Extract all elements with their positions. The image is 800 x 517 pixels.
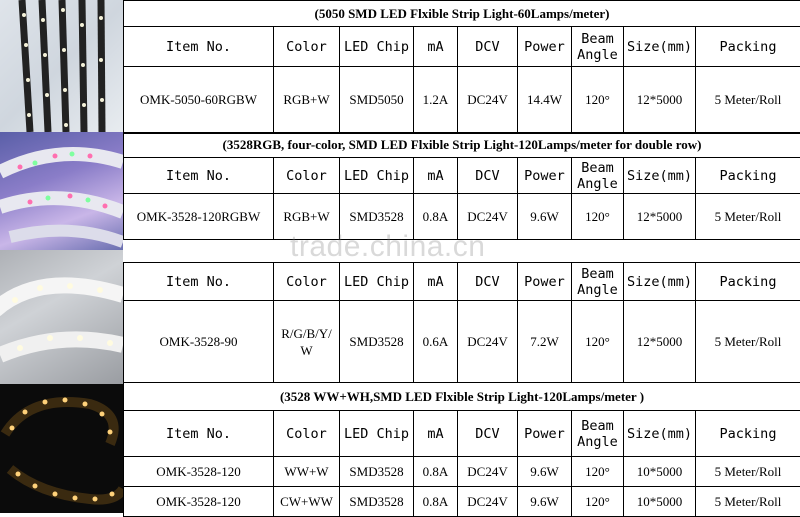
cell-chip: SMD5050 — [340, 67, 414, 134]
cell-color: RGB+W — [274, 194, 340, 240]
cell-ma: 0.8A — [414, 194, 458, 240]
table-row — [124, 487, 800, 517]
cell-ma: 0.8A — [414, 457, 458, 487]
header-item-no: Item No. — [124, 263, 274, 301]
cell-item: OMK-3528-120RGBW — [124, 194, 274, 240]
spec-table-5050 — [123, 0, 800, 134]
header-led-chip: LED Chip — [340, 263, 414, 301]
header-packing: Packing — [696, 158, 800, 194]
header-beam-angle: Beam Angle — [572, 263, 624, 301]
cell-size: 12*5000 — [624, 301, 696, 383]
cell-beam: 120° — [572, 457, 624, 487]
cell-beam: 120° — [572, 487, 624, 517]
cell-packing: 5 Meter/Roll — [696, 487, 800, 517]
header-power: Power — [518, 411, 572, 457]
cell-color: R/G/B/Y/ W — [274, 301, 340, 383]
cell-power: 7.2W — [518, 301, 572, 383]
cell-dcv: DC24V — [458, 67, 518, 134]
cell-chip: SMD3528 — [340, 194, 414, 240]
cell-power: 9.6W — [518, 194, 572, 240]
header-led-chip: LED Chip — [340, 411, 414, 457]
cell-item: OMK-3528-120 — [124, 457, 274, 487]
table-row — [124, 67, 800, 134]
header-color: Color — [274, 411, 340, 457]
header-size: Size(mm) — [624, 263, 696, 301]
cell-size: 10*5000 — [624, 487, 696, 517]
header-color: Color — [274, 263, 340, 301]
cell-dcv: DC24V — [458, 487, 518, 517]
header-beam-angle: Beam Angle — [572, 411, 624, 457]
header-beam-angle: Beam Angle — [572, 27, 624, 67]
cell-item: OMK-3528-90 — [124, 301, 274, 383]
table-row — [124, 194, 800, 240]
section-title: (5050 SMD LED Flxible Strip Light-60Lamps/meter) — [124, 1, 800, 27]
header-dcv: DCV — [458, 263, 518, 301]
header-color: Color — [274, 158, 340, 194]
cell-dcv: DC24V — [458, 194, 518, 240]
header-ma: mA — [414, 27, 458, 67]
header-item-no: Item No. — [124, 411, 274, 457]
spec-table-3528-120 — [123, 382, 800, 517]
header-item-no: Item No. — [124, 158, 274, 194]
cell-dcv: DC24V — [458, 301, 518, 383]
cell-size: 12*5000 — [624, 194, 696, 240]
cell-item: OMK-5050-60RGBW — [124, 67, 274, 134]
cell-beam: 120° — [572, 194, 624, 240]
cell-ma: 0.8A — [414, 487, 458, 517]
header-item-no: Item No. — [124, 27, 274, 67]
cell-color: WW+W — [274, 457, 340, 487]
header-beam-angle: Beam Angle — [572, 158, 624, 194]
header-power: Power — [518, 263, 572, 301]
cell-power: 14.4W — [518, 67, 572, 134]
header-dcv: DCV — [458, 411, 518, 457]
header-led-chip: LED Chip — [340, 27, 414, 67]
cell-ma: 1.2A — [414, 67, 458, 134]
header-power: Power — [518, 27, 572, 67]
spec-table-3528-90 — [123, 262, 800, 383]
header-size: Size(mm) — [624, 27, 696, 67]
table-row — [124, 301, 800, 383]
cell-packing: 5 Meter/Roll — [696, 194, 800, 240]
cell-packing: 5 Meter/Roll — [696, 301, 800, 383]
cell-size: 12*5000 — [624, 67, 696, 134]
cell-packing: 5 Meter/Roll — [696, 457, 800, 487]
header-power: Power — [518, 158, 572, 194]
led-strip-3528-90-photo — [0, 250, 123, 384]
led-strip-3528-rgbw-photo — [0, 132, 123, 250]
header-packing: Packing — [696, 263, 800, 301]
led-strip-5050-photo — [0, 0, 123, 132]
table-row — [124, 457, 800, 487]
led-strip-3528-120-photo — [0, 384, 123, 513]
cell-packing: 5 Meter/Roll — [696, 67, 800, 134]
spec-table-3528-rgbw — [123, 132, 800, 240]
section-title: (3528RGB, four-color, SMD LED Flxible Strip Light-120Lamps/meter for double row) — [124, 133, 800, 158]
cell-beam: 120° — [572, 301, 624, 383]
header-packing: Packing — [696, 411, 800, 457]
header-ma: mA — [414, 158, 458, 194]
cell-item: OMK-3528-120 — [124, 487, 274, 517]
header-dcv: DCV — [458, 27, 518, 67]
section-title: (3528 WW+WH,SMD LED Flxible Strip Light-120Lamps/meter ) — [124, 383, 800, 411]
header-color: Color — [274, 27, 340, 67]
cell-power: 9.6W — [518, 487, 572, 517]
cell-size: 10*5000 — [624, 457, 696, 487]
cell-chip: SMD3528 — [340, 487, 414, 517]
header-ma: mA — [414, 263, 458, 301]
header-led-chip: LED Chip — [340, 158, 414, 194]
cell-dcv: DC24V — [458, 457, 518, 487]
header-ma: mA — [414, 411, 458, 457]
cell-power: 9.6W — [518, 457, 572, 487]
header-packing: Packing — [696, 27, 800, 67]
cell-color: RGB+W — [274, 67, 340, 134]
header-size: Size(mm) — [624, 411, 696, 457]
cell-chip: SMD3528 — [340, 301, 414, 383]
header-dcv: DCV — [458, 158, 518, 194]
cell-ma: 0.6A — [414, 301, 458, 383]
cell-beam: 120° — [572, 67, 624, 134]
cell-color: CW+WW — [274, 487, 340, 517]
cell-chip: SMD3528 — [340, 457, 414, 487]
watermark: trade.china.cn — [290, 230, 485, 264]
header-size: Size(mm) — [624, 158, 696, 194]
